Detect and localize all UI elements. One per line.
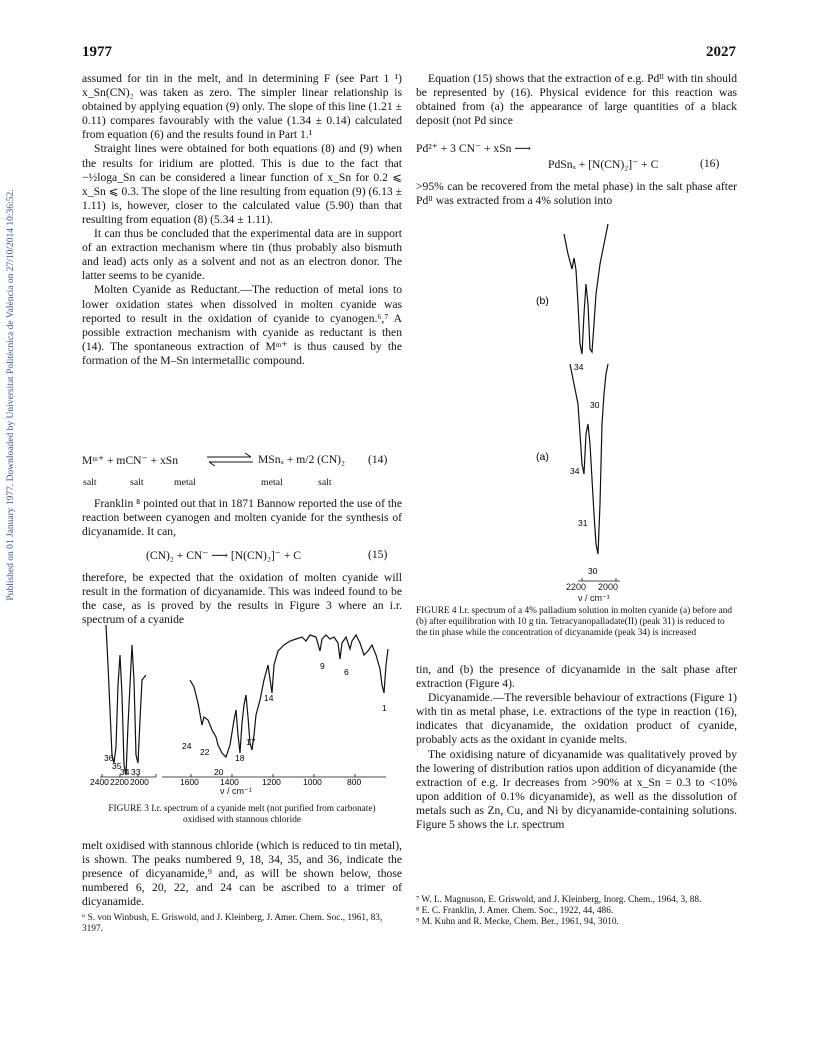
spectrum-trace-a [570,364,608,554]
equation-16-line1: Pd²⁺ + 3 CN⁻ + xSn ⟶ [416,142,531,155]
paragraph: The oxidising nature of dicyanamide was qualitatively proved by the lowering of distribution ratios upon addition of dicyanamide (the extraction of e.g. Ir decreases from >90% at x_Sn = 0.3 to <10% upon addition of 0.1% dicyanamide), as well as the dissolution of metals such as Zn, Cu, and Ni by dicyanamide-containing solutions. Figure 5 shows the i.r. spectrum [416,747,737,832]
phase-label: salt [130,477,144,488]
peak-label: 30 [590,400,600,410]
peak-label: 35 [112,761,122,771]
fig4-tick-label: 2200 [566,582,587,592]
equation-16-number: (16) [700,157,720,170]
footnote-9: ⁹ M. Kuhn and R. Mecke, Chem. Ber., 1961, 94, 3010. [416,917,619,927]
x-tick-label: 2000 [130,777,149,787]
equilibrium-arrow-icon [205,451,255,469]
equation-14-number: (14) [368,453,388,466]
journal-year: 1977 [82,44,112,60]
paragraph: >95% can be recovered from the metal phase) in the salt phase after Pdᴵᴵ was extracted from a 4% solution into [416,180,737,208]
figure-4-ir-spectrum [520,224,660,584]
phase-label: metal [174,477,196,488]
phase-label: salt [83,477,97,488]
phase-label: metal [261,477,283,488]
equation-14-left: Mᵐ⁺ + mCN⁻ + xSn [82,454,179,467]
peak-label: 33 [131,767,141,777]
left-column-text-d [82,839,402,909]
peak-label: 9 [320,661,325,671]
download-side-note[interactable] [4,185,18,605]
peak-label: 20 [214,767,224,777]
spectrum-trace-b [564,224,608,354]
x-tick-label: 1200 [262,777,281,787]
paragraph: Dicyanamide.—The reversible behaviour of extractions (Figure 1) with tin as metal phase, i.e. extractions of the type in reaction (16), indicates that dicyanamide, the oxidation product of cyanide, probably acts as the oxidant in cyanide melts. [416,691,737,747]
x-tick-label: 2200 [110,777,129,787]
paragraph: Straight lines were obtained for both equations (8) and (9) when the results for iridium are plotted. This is due to the fact that −½loga_Sn can be considered a linear function of x_Sn for 0.2 ⩽ x_Sn ⩽ 0.3. The slope of the line resulting from equation (9) (6.13 ± 1.11) is, however, closer to the calculated value (5.90) than that resulting from equation (8) (5.34 ± 1.11). [82,142,402,226]
fig3-axis-unit: ν / cm⁻¹ [220,786,252,796]
peak-label: 18 [235,753,245,763]
right-column-text-a [416,72,737,128]
paragraph: It can thus be concluded that the experimental data are in support of an extraction mechanism where tin (thus probably also bismuth and lead) acts only as a solvent and not as an electron donor. The latter seems to be cyanide. [82,227,402,283]
page-number: 2027 [706,44,736,60]
trace-label: (b) [536,295,549,307]
peak-label: 36 [104,753,114,763]
x-tick-label: 1600 [180,777,199,787]
footnotes-right [416,895,737,928]
peak-label: 22 [200,747,210,757]
x-tick-label: 2400 [90,777,109,787]
footnote-8: ⁸ E. C. Franklin, J. Amer. Chem. Soc., 1922, 44, 486. [416,906,614,916]
left-column-text-b [82,497,402,539]
paragraph: Equation (15) shows that the extraction of e.g. Pdᴵᴵ with tin should be represented by (16). Physical evidence for this reaction was obtained from (a) the appearance of large quantities of a black deposit (not Pd since [416,72,737,128]
x-tick-label: 800 [347,777,362,787]
right-column-text-b [416,180,737,208]
figure-3-caption: FIGURE 3 I.r. spectrum of a cyanide melt (not purified from carbonate) oxidised with stannous chloride [108,804,376,825]
paragraph: Franklin ⁸ pointed out that in 1871 Bannow reported the use of the reaction between cyanogen and molten cyanide for the synthesis of dicyanamide. It can, [82,497,402,539]
paragraph: tin, and (b) the presence of dicyanamide in the salt phase after extraction (Figure 4). [416,663,737,691]
peak-label: 30 [588,566,598,576]
fig4-tick-label: 2000 [598,582,619,592]
paragraph: assumed for tin in the melt, and in determining F (see Part 1 ¹) x_Sn(CN)₂ was taken as zero. The simpler linear relationship is obtained by applying equation (9) only. The slope of this line (1.21 ± 0.11) compares favourably with the value (1.34 ± 0.14) calculated from equation (6) and the results found in Part 1.¹ [82,72,402,142]
peak-label: 31 [578,518,588,528]
peak-label: 14 [264,693,274,703]
figure-4-caption: FIGURE 4 I.r. spectrum of a 4% palladium solution in molten cyanide (a) before and (b) after equilibration with 10 g tin. Tetracyanopalladate(II) (peak 31) is reduced to the tin phase while the concentration of dicyanamide (peak 34) is increased [416,606,733,638]
footnote-6: ⁶ S. von Winbush, E. Griswold, and J. Kleinberg, J. Amer. Chem. Soc., 1961, 83, 3197. [82,913,383,934]
peak-label: 17 [246,737,256,747]
equation-14-right: MSnₓ + m/2 (CN)₂ [258,453,346,466]
equation-15: (CN)₂ + CN⁻ ⟶ [N(CN)₂]⁻ + C [146,549,301,562]
paragraph: therefore, be expected that the oxidation of molten cyanide will result in the formation of dicyanamide. This was indeed found to be the case, as is proved by the results in Figure 3 where an i.r. spectrum of a cyanide [82,571,402,627]
equation-15-number: (15) [368,548,388,561]
phase-label: salt [318,477,332,488]
trace-label: (a) [536,451,549,463]
peak-label: 34 [120,767,130,777]
equation-16-line2: PdSnₓ + [N(CN)₂]⁻ + C [548,158,659,171]
peak-label: 24 [182,741,192,751]
download-side-note-text: Published on 01 January 1977. Downloaded by Universitat Politècnica de València on 27/10/2014 10:36:52. [6,189,16,601]
figure-3-ir-spectrum [90,625,400,790]
left-column-text [82,72,402,368]
spectrum-trace-right [190,635,388,757]
peak-label: 34 [574,362,584,372]
footnote-7: ⁷ W. L. Magnuson, E. Griswold, and J. Kleinberg, Inorg. Chem., 1964, 3, 88. [416,895,702,905]
paragraph: melt oxidised with stannous chloride (which is reduced to tin metal), is shown. The peaks numbered 9, 18, 34, 35, and 36, indicate the presence of dicyanamide,⁹ and, as will be shown below, those numbered 6, 20, 22, and 24 can be ascribed to a trimer of dicyanamide. [82,839,402,909]
right-column-text-c [416,663,737,832]
x-tick-label: 1400 [220,777,239,787]
left-column-text-c [82,571,402,627]
peak-label: 6 [344,667,349,677]
x-tick-label: 1000 [303,777,322,787]
peak-label: 1 [382,703,387,713]
paragraph: Molten Cyanide as Reductant.—The reduction of metal ions to lower oxidation states when dissolved in molten cyanide was reported to result in the oxidation of cyanide to cyanogen.⁶,⁷ A possible extraction mechanism with cyanide as reductant is then (14). The spontaneous extraction of Mᵐ⁺ is thus caused by the formation of the M–Sn intermetallic compound. [82,283,402,367]
fig4-axis-unit: ν / cm⁻¹ [578,593,610,603]
peak-label: 34 [570,466,580,476]
